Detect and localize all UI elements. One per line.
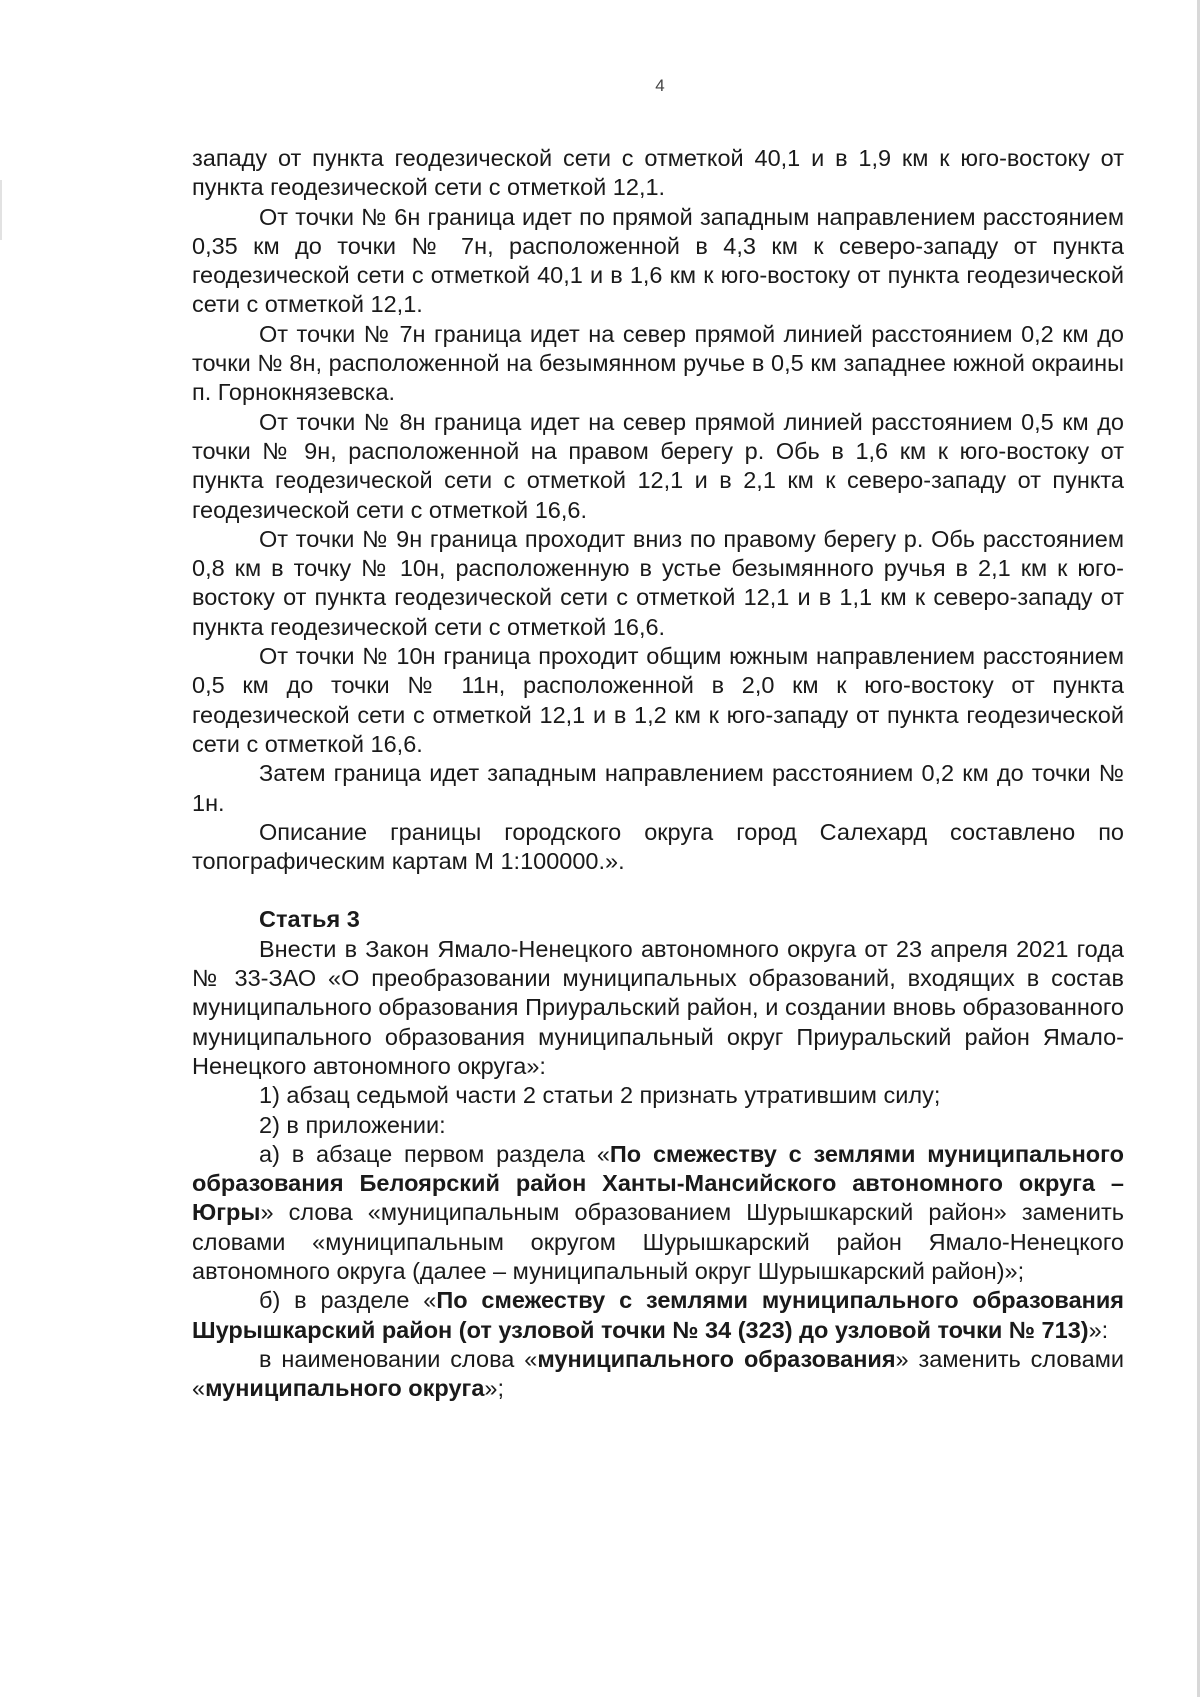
article-heading: Статья 3 [259, 906, 360, 933]
paragraph-7: Затем граница идет западным направлением расстоянием 0,2 км до точки № 1н. [192, 760, 1124, 816]
paragraph-12-lead: а) в абзаце первом раздела « [259, 1140, 610, 1167]
paragraph-14-tail: »; [484, 1375, 505, 1402]
paragraph-9: Внести в Закон Ямало-Ненецкого автономного округа от 23 апреля 2021 года № 33-ЗАО «О преобразовании муниципальных образований, входящих в состав муниципального образования Приуральский район, и создании вновь образованного муниципального образования муниципальный округ Приуральский район Ямало-Ненецкого автономного округа»: [192, 935, 1124, 1079]
paragraph-12 [192, 1140, 1124, 1286]
paragraph-13-lead: б) в разделе « [259, 1287, 437, 1314]
paragraph-3: От точки № 7н граница идет на север прямой линией расстоянием 0,2 км до точки № 8н, расположенной на безымянном ручье в 0,5 км западнее южной окраины п. Горнокнязевска. [192, 320, 1124, 406]
paragraph-8: Описание границы городского округа город Салехард составлено по топографическим картам М 1:100000.». [192, 818, 1124, 875]
page-number: 4 [655, 76, 665, 95]
document-body [192, 144, 1124, 1403]
section-spacer [192, 876, 1124, 905]
paragraph-13-bold: По смежеству с землями муниципального образования Шурышкарский район (от узловой точки № 34 (323) до узловой точки № 713) [192, 1287, 1124, 1343]
paragraph-14-bold-2: муниципального округа [205, 1375, 485, 1402]
paragraph-4: От точки № 8н граница идет на север прямой линией расстоянием 0,5 км до точки № 9н, расположенной на правом берегу р. Обь в 1,6 км к юго-востоку от пункта геодезической сети с отметкой 12,1 и в 2,1 км к северо-западу от пункта геодезической сети с отметкой 16,6. [192, 408, 1124, 523]
paragraph-12-tail: » слова «муниципальным образованием Шурышкарский район» заменить словами «муниципальным округом Шурышкарский район Ямало-Ненецкого автономного округа (далее – муниципальный округ Шурышкарский район)»; [192, 1199, 1124, 1284]
paragraph-2: От точки № 6н граница идет по прямой западным направлением расстоянием 0,35 км до точки № 7н, расположенной в 4,3 км к северо-западу от пункта геодезической сети с отметкой 40,1 и в 1,6 км к юго-востоку от пункта геодезической сети с отметкой 12,1. [192, 203, 1124, 318]
paragraph-5: От точки № 9н граница проходит вниз по правому берегу р. Обь расстоянием 0,8 км в точку № 10н, расположенную в устье безымянного ручья в 2,1 км к юго-востоку от пункта геодезической сети с отметкой 12,1 и в 1,1 км к северо-западу от пункта геодезической сети с отметкой 16,6. [192, 525, 1124, 640]
paragraph-1: западу от пункта геодезической сети с отметкой 40,1 и в 1,9 км к юго-востоку от пункта геодезической сети с отметкой 12,1. [192, 145, 1124, 201]
paragraph-14-bold-1: муниципального образования [537, 1345, 896, 1372]
paragraph-14 [192, 1345, 1124, 1404]
paragraph-6: От точки № 10н граница проходит общим южным направлением расстоянием 0,5 км до точки № 11н, расположенной в 2,0 км к юго-востоку от пункта геодезической сети с отметкой 12,1 и в 1,2 км к юго-западу от пункта геодезической сети с отметкой 16,6. [192, 643, 1124, 757]
paragraph-13 [192, 1286, 1124, 1345]
paragraph-14-lead: в наименовании слова « [259, 1345, 538, 1372]
scan-mark [0, 180, 2, 240]
paragraph-14-mid: » заменить словами « [192, 1345, 1124, 1402]
paragraph-11: 2) в приложении: [259, 1111, 446, 1138]
paragraph-10: 1) абзац седьмой части 2 статьи 2 признать утратившим силу; [259, 1082, 941, 1109]
paragraph-12-bold: По смежеству с землями муниципального образования Белоярский район Ханты-Мансийского автономного округа – Югры [192, 1140, 1124, 1226]
paragraph-13-tail: »: [1088, 1316, 1109, 1343]
